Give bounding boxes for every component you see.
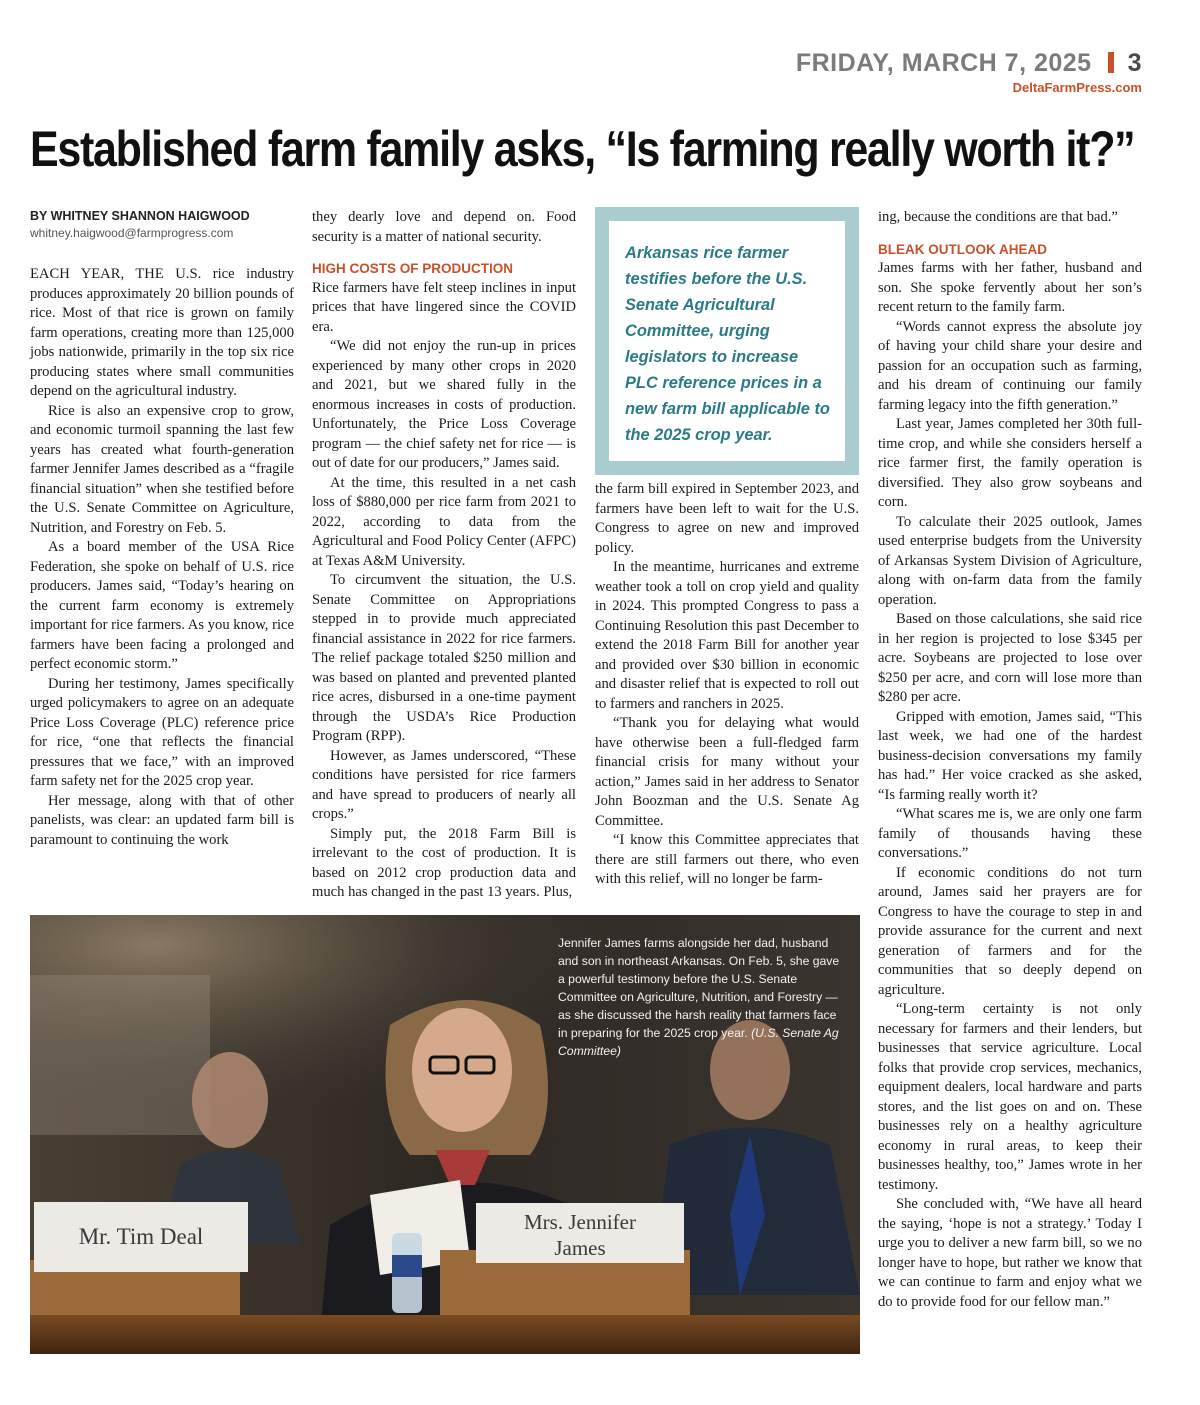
photo-caption — [558, 934, 848, 1060]
paragraph: “We did not enjoy the run-up in prices experienced by many other crops in 2020 and 2021, but we shared fully in the enormous increases in costs of production. Unfortunately, the Price Loss Coverage program — the chief safety net for rice — is out of date for our producers,” James said. — [312, 338, 576, 471]
paragraph: During her testimony, James specifically urged policymakers to agree on an adequate Price Loss Coverage (PLC) reference price for rice, “one that reflects the financial pressures that we face,” with an improved farm safety net for the 2025 crop year. — [30, 675, 294, 789]
subhead-bleak-outlook: BLEAK OUTLOOK AHEAD — [878, 241, 1047, 257]
article-column-1 — [30, 208, 294, 850]
article-column-2 — [312, 208, 576, 903]
paragraph: Simply put, the 2018 Farm Bill is irrelevant to the cost of production. It is based on 2012 crop production data and much has changed in the past 13 years. Plus, — [312, 825, 576, 900]
hearing-photo — [30, 915, 860, 1354]
paragraph: To calculate their 2025 outlook, James used enterprise budgets from the University of Arkansas System Division of Agriculture, along with on-farm data from the family operation. — [878, 513, 1142, 608]
subhead-high-costs: HIGH COSTS OF PRODUCTION — [312, 261, 514, 276]
paragraph: ing, because the conditions are that bad.” — [878, 209, 1118, 225]
paragraph: “I know this Committee appreciates that there are still farmers out there, who even with this relief, will no longer be farm- — [595, 832, 859, 887]
paragraph: “What scares me is, we are only one farm family of thousands having these conversations.” — [878, 806, 1142, 861]
pull-quote-box — [595, 207, 859, 475]
caption-text: Jennifer James farms alongside her dad, husband and son in northeast Arkansas. On Feb. 5, she gave a powerful testimony before the U.S. Senate Committee on Agriculture, Nutrition, and Forestry — as she discussed the harsh reality that farmers face in preparing for the 2025 crop year. — [558, 936, 840, 1040]
name-placard-jennifer-james — [476, 1203, 684, 1263]
paragraph: Based on those calculations, she said rice in her region is projected to lose $345 per acre. Soybeans are projected to lose over $250 per acre, and corn will lose more than $280 per acre. — [878, 611, 1142, 705]
separator-bar — [1108, 52, 1114, 73]
caption-credit: (U.S. Senate Ag Committee) — [558, 1026, 839, 1058]
dateline — [796, 48, 1142, 78]
paragraph: If economic conditions do not turn around, James said her prayers are for Congress to have the courage to step in and provide assurance for the current and next generation of farmers and for the communities that so deeply depend on agriculture. — [878, 864, 1142, 998]
pull-quote-inner — [609, 221, 845, 461]
paragraph: As a board member of the USA Rice Federation, she spoke on behalf of U.S. rice producers. James said, “Today’s hearing on the current farm economy is extremely important for rice farmers. As you know, rice farmers have been facing a prolonged and perfect economic storm.” — [30, 539, 294, 672]
site-url[interactable]: DeltaFarmPress.com — [1012, 80, 1142, 95]
paragraph: Her message, along with that of other panelists, was clear: an updated farm bill is paramount to continuing the work — [30, 792, 294, 848]
byline-author: BY WHITNEY SHANNON HAIGWOOD — [30, 209, 250, 223]
paragraph: She concluded with, “We have all heard the saying, ‘hope is not a strategy.’ Today I urge you to deliver a new farm bill, so we no longer have to hope, but rather we know that we can continue to farm and enjoy what we do to provide food for our fellow man.” — [878, 1196, 1142, 1310]
paragraph: At the time, this resulted in a net cash loss of $880,000 per rice farm from 2021 to 2022, according to data from the Agricultural and Food Policy Center (AFPC) at Texas A&M University. — [312, 474, 576, 569]
byline-email[interactable]: whitney.haigwood@farmprogress.com — [30, 226, 234, 240]
issue-date: FRIDAY, MARCH 7, 2025 — [795, 49, 1092, 77]
paragraph: In the meantime, hurricanes and extreme weather took a toll on crop yield and quality in 2024. This prompted Congress to pass a Continuing Resolution this past December to extend the 2018 Farm Bill for another year and provided over $30 billion in economic and disaster relief that is expected to roll out to farmers and ranchers in 2025. — [595, 559, 859, 712]
paragraph: Last year, James completed her 30th full-time crop, and while she considers herself a rice farmer first, the family operation is diversified. They also grow soybeans and corn. — [878, 416, 1142, 510]
paragraph: However, as James underscored, “These conditions have persisted for rice farmers and have spread to producers of nearly all crops.” — [312, 747, 576, 822]
article-column-4 — [878, 208, 1142, 1312]
desk — [30, 1315, 860, 1354]
masthead — [796, 48, 1142, 95]
paragraph: the farm bill expired in September 2023, and farmers have been left to wait for the U.S. Congress to agree on new and improved policy. — [595, 481, 859, 556]
paragraph: “Long-term certainty is not only necessary for farmers and their lenders, but businesses that service agriculture. Local folks that provide crop services, mechanics, equipment dealers, local hardware and parts stores, and the list goes on and on. These businesses rely on a healthy agriculture economy in rural areas, to keep their businesses healthy, too,” James wrote in her testimony. — [878, 1001, 1142, 1193]
paragraph: Gripped with emotion, James said, “This last week, we had one of the hardest business-decision conversations my family has had.” Her voice cracked as she asked, “Is farming really worth it? — [878, 708, 1142, 803]
placard-line-1: Mrs. Jennifer — [524, 1210, 636, 1234]
page-number: 3 — [1127, 49, 1142, 77]
paragraph: Rice is also an expensive crop to grow, and economic turmoil spanning the last few years has created what fourth-generation farmer Jennifer James described as a “fragile financial situation” when she testified before the U.S. Senate Committee on Agriculture, Nutrition, and Forestry on Feb. 5. — [30, 402, 294, 536]
paragraph: “Thank you for delaying what would have otherwise been a full-fledged farm financial crisis for many without your action,” James said in her address to Senator John Boozman and the U.S. Senate Ag Committee. — [595, 715, 859, 829]
pull-quote-text: Arkansas rice farmer testifies before the U.S. Senate Agricultural Committee, urging legislators to increase PLC reference prices in a new farm bill applicable to the 2025 crop year. — [625, 244, 830, 444]
name-placard-tim-deal: Mr. Tim Deal — [78, 1224, 204, 1249]
paragraph: Rice farmers have felt steep inclines in input prices that have lingered since the COVID era. — [312, 279, 576, 335]
paragraph: “Words cannot express the absolute joy of having your child share your desire and passion for an occupation such as farming, and his dream of continuing our family farming legacy into the fifth generation.” — [878, 318, 1142, 413]
placard-line-2: James — [554, 1236, 606, 1260]
paragraph: James farms with her father, husband and son. She spoke fervently about her son’s recent return to the family farm. — [878, 260, 1142, 315]
paragraph: To circumvent the situation, the U.S. Senate Committee on Appropriations stepped in to provide much appreciated financial assistance in 2022 for rice farmers. The relief package totaled $250 million and was based on planted and prevented planted rice acres, disbursed in a one-time payment through the USDA’s Rice Production Program (RPP). — [312, 572, 576, 744]
article-headline: Established farm family asks, “Is farming really worth it?” — [30, 121, 1135, 177]
article-column-3 — [595, 480, 859, 890]
paragraph: EACH YEAR, THE U.S. rice industry produces approximately 20 billion pounds of rice. Most of that rice is grown on family farm operations, creating more than 125,000 jobs nationwide, primarily in the top six rice producing states where small communities depend on the agricultural industry. — [30, 266, 294, 399]
paragraph: they dearly love and depend on. Food security is a matter of national security. — [312, 209, 576, 245]
